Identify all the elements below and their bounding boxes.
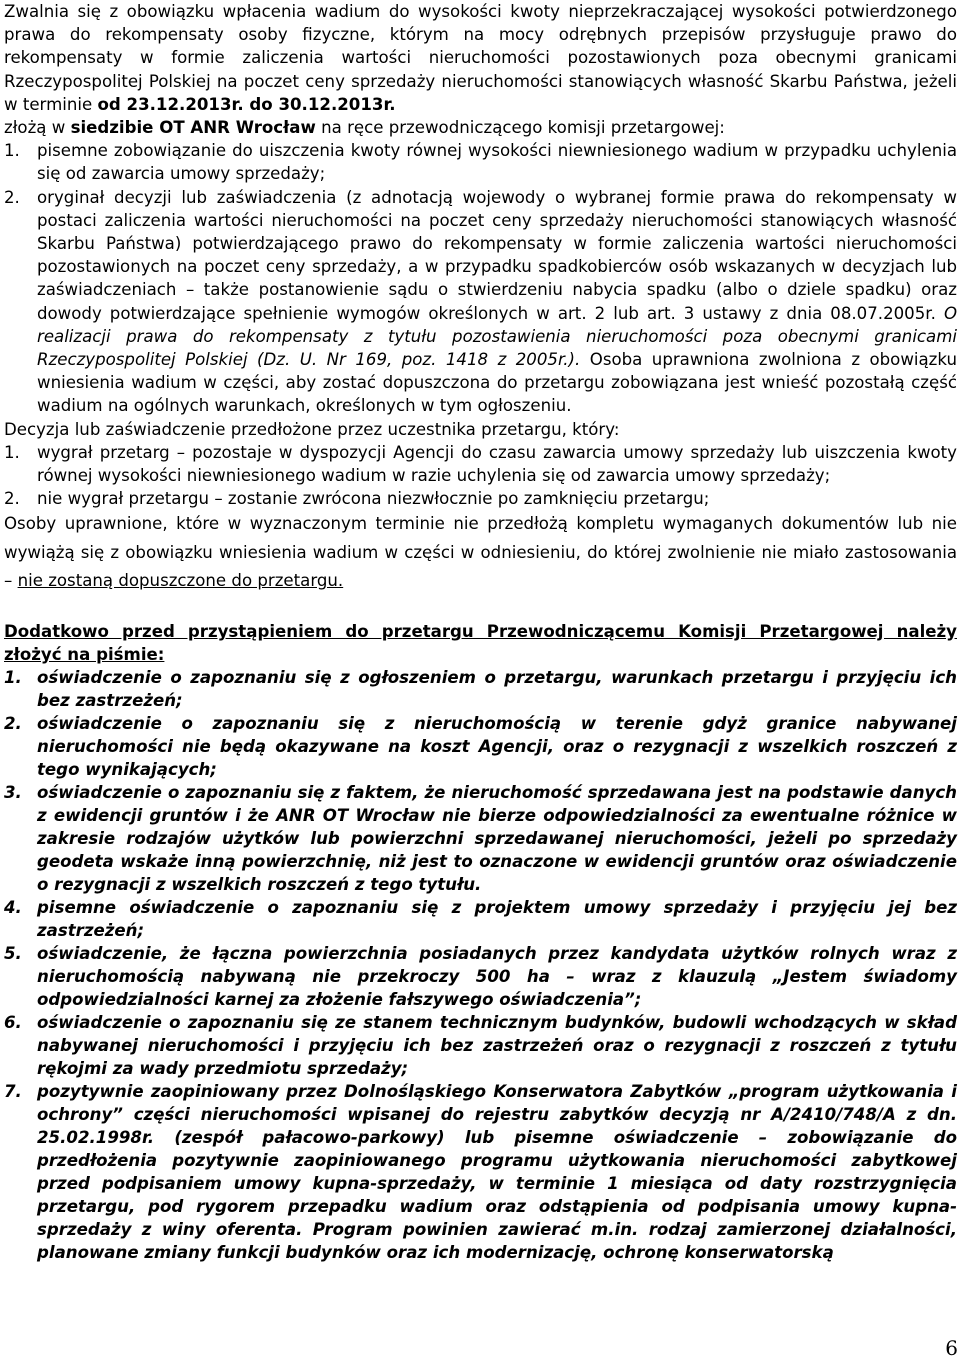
- list-text: oświadczenie, że łączna powierzchnia posiadanych przez kandydata użytków rolnych wraz z nieruchomością nabywaną nie przekroczy 500 ha – wraz z klauzulą „Jestem świadomy odpowiedzialności karnej za złożenie fałszywego oświadczenia”;: [37, 944, 957, 1010]
- closing-text: Osoby uprawnione, które w wyznaczonym terminie nie przedłożą kompletu wymaganych dokumentów lub nie wywiążą się z obowiązku wniesienia wadium w części w odniesieniu, do której zwolnienie nie miało zastosowania –: [4, 514, 957, 591]
- closing-paragraph: [4, 510, 957, 596]
- list-item: [4, 487, 957, 510]
- list-number: 1.: [4, 141, 20, 161]
- list-item: [4, 1080, 957, 1264]
- intro-line2-pre: złożą w: [4, 118, 71, 138]
- list-item: [4, 139, 957, 185]
- list-item: [4, 781, 957, 896]
- list-item: [4, 712, 957, 781]
- closing-underlined: nie zostaną dopuszczone do przetargu.: [17, 571, 344, 591]
- list-number: 1.: [4, 442, 20, 462]
- list-text-italic: O realizacji prawa do rekompensaty z tytułu pozostawienia nieruchomości poza obecnymi granicami Rzeczypospolitej Polskiej (Dz. U. Nr 169, poz. 1418 z 2005r.).: [37, 303, 957, 370]
- page-number: 6: [945, 1336, 958, 1360]
- list-text: oświadczenie o zapoznaniu się z ogłoszeniem o przetargu, warunkach przetargu i przyjęciu ich bez zastrzeżeń;: [37, 668, 957, 711]
- document-page: [4, 0, 957, 1264]
- list-text-tail: Osoba uprawniona zwolniona z obowiązku wniesienia wadium w części, aby zostać dopuszczona do przetargu zobowiązana jest wnieść pozostałą część wadium na ogólnych warunkach, określonych w tym ogłoszeniu.: [37, 350, 958, 416]
- list-text: [37, 186, 957, 418]
- list-number: 1.: [4, 668, 22, 688]
- list-text: pisemne zobowiązanie do uiszczenia kwoty równej wysokości niewniesionego wadium w przypadku uchylenia się od zawarcia umowy sprzedaży;: [37, 141, 957, 184]
- intro-paragraph: [4, 0, 957, 139]
- list-number: 6.: [4, 1013, 22, 1033]
- list-item: [4, 942, 957, 1011]
- intro-date-range: od 23.12.2013r. do 30.12.2013r.: [97, 94, 396, 114]
- list-item: [4, 186, 957, 418]
- list-item: [4, 896, 957, 942]
- intro-text: Zwalnia się z obowiązku wpłacenia wadium do wysokości kwoty nieprzekraczającej wysokości potwierdzonego prawa do rekompensaty osoby fizyczne, którym na mocy odrębnych przepisów przysługuje prawo do rekompensaty w formie zaliczenia wartości nieruchomości pozostawionych poza obecnymi granicami Rzeczypospolitej Polskiej na poczet ceny sprzedaży nieruchomości stanowiących własność Skarbu Państwa, jeżeli w terminie: [4, 2, 957, 114]
- list-text: oświadczenie o zapoznaniu się z faktem, że nieruchomość sprzedawana jest na podstawie danych z ewidencji gruntów i że ANR OT Wrocław nie bierze odpowiedzialności za ewentualne różnice w zakresie rodzajów użytków lub powierzchni sprzedawanej nieruchomości, jeżeli po sprzedaży geodeta wskaże inną powierzchnię, niż jest to oznaczone w ewidencji gruntów oraz oświadczenie o rezygnacji z wszelkich roszczeń z tego tytułu.: [37, 783, 957, 895]
- list-text: oświadczenie o zapoznaniu się ze stanem technicznym budynków, budowli wchodzących w skład nabywanej nieruchomości i przyjęciu ich bez zastrzeżeń oraz o rezygnacji z roszczeń z tytułu rękojmi za wady przedmiotu sprzedaży;: [37, 1013, 957, 1079]
- list-number: 5.: [4, 944, 22, 964]
- list-item: [4, 1011, 957, 1080]
- list-item: [4, 441, 957, 487]
- list-text-main: oryginał decyzji lub zaświadczenia (z adnotacją wojewody o wybranej formie prawa do rekompensaty w postaci zaliczenia wartości nieruchomości na poczet ceny sprzedaży nieruchomości stanowiących własność Skarbu Państwa) potwierdzającego prawo do rekompensaty w formie zaliczenia wartości nieruchomości pozostawionych na poczet ceny sprzedaży, a w przypadku spadkobierców osób wskazanych w decyzjach lub zaświadczeniach – także postanowienie sądu o stwierdzeniu nabycia spadku (albo o dziele spadku) oraz dowody potwierdzające spełnienie wymogów określonych w art. 2 lub art. 3 ustawy z dnia 08.07.2005r.: [37, 187, 957, 323]
- list-item: [4, 666, 957, 712]
- list-text: pozytywnie zaopiniowany przez Dolnośląskiego Konserwatora Zabytków „program użytkowania i ochrony” części nieruchomości wpisanej do rejestru zabytków decyzją nr A/2410/748/A z dn. 25.02.1998r. (zespół pałacowo-parkowy) lub pisemne oświadczenie – zobowiązanie do przedłożenia pozytywnie zaopiniowanego programu użytkowania nieruchomości zabytkowej przed podpisaniem umowy kupna-sprzedaży, w terminie 1 miesiąca od daty rozstrzygnięcia przetargu, pod rygorem przepadku wadium oraz odstąpienia od podpisania umowy kupna-sprzedaży z winy oferenta. Program powinien zawierać m.in. rodzaj zamierzonej działalności, planowane zmiany funkcji budynków oraz ich modernizację, ochronę konserwatorską: [37, 1082, 957, 1263]
- decision-intro: Decyzja lub zaświadczenie przedłożone przez uczestnika przetargu, który:: [4, 419, 620, 439]
- additional-heading: Dodatkowo przed przystąpieniem do przetargu Przewodniczącemu Komisji Przetargowej należy złożyć na piśmie:: [4, 621, 957, 665]
- intro-line2-post: na ręce przewodniczącego komisji przetargowej:: [315, 118, 725, 138]
- list-text: pisemne oświadczenie o zapoznaniu się z projektem umowy sprzedaży i przyjęciu jej bez zastrzeżeń;: [37, 898, 957, 941]
- list-text: nie wygrał przetargu – zostanie zwrócona niezwłocznie po zamknięciu przetargu;: [37, 489, 710, 509]
- list-text: wygrał przetarg – pozostaje w dyspozycji Agencji do czasu zawarcia umowy sprzedaży lub uiszczenia kwoty równej wysokości niewniesionego wadium w razie uchylenia się od zawarcia umowy sprzedaży;: [37, 442, 957, 486]
- additional-list: [4, 666, 957, 1264]
- list-number: 3.: [4, 783, 22, 803]
- intro-place: siedzibie OT ANR Wrocław: [70, 118, 316, 138]
- list-number: 2.: [4, 187, 20, 207]
- spacer: [4, 596, 957, 620]
- list-number: 2.: [4, 714, 22, 734]
- list-number: 7.: [4, 1082, 22, 1102]
- list-number: 4.: [4, 898, 22, 918]
- list-text: oświadczenie o zapoznaniu się z nieruchomością w terenie gdyż granice nabywanej nieruchomości nie będą okazywane na koszt Agencji, oraz o rezygnacji z wszelkich roszczeń z tego wynikających;: [37, 714, 957, 780]
- list-number: 2.: [4, 489, 20, 509]
